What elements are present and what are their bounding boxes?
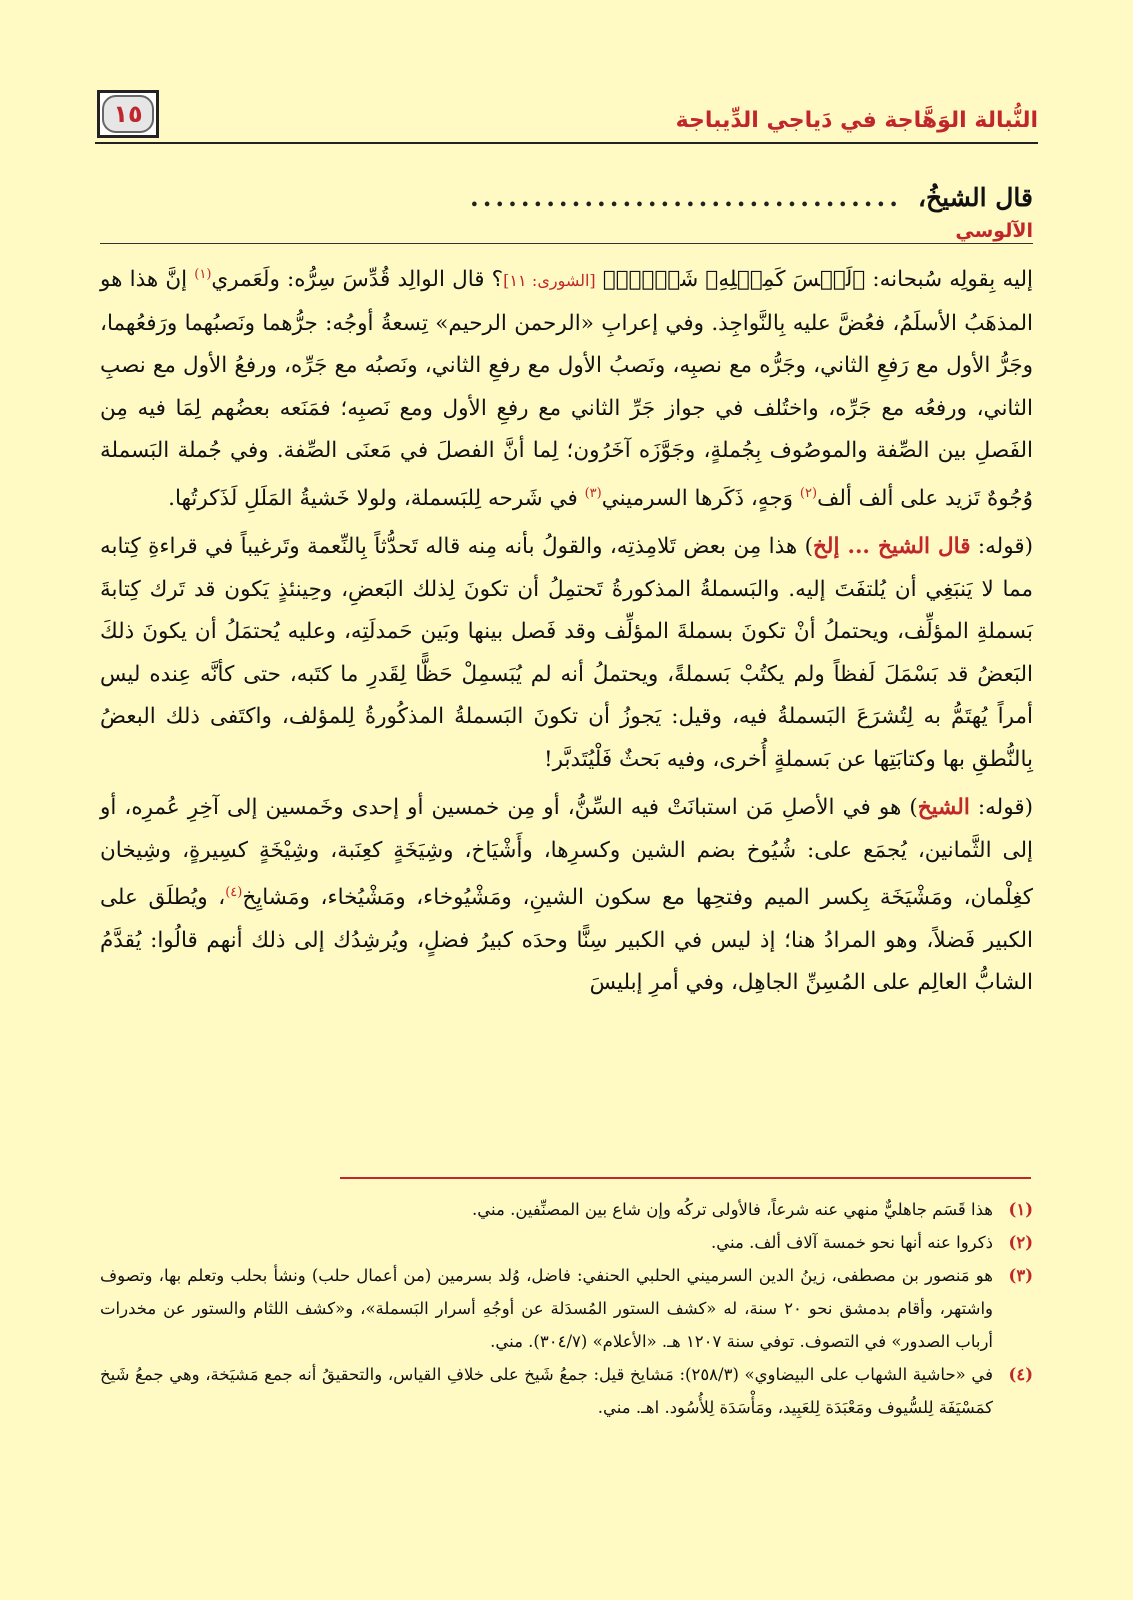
footnote-number: (٢): [1008, 1233, 1033, 1252]
footnote-text: في «حاشية الشهاب على البيضاوي» (٢٥٨/٣): مَشايخ قيل: جمعُ شَيخ على خلافِ القياس، والتحقيقُ أنه جمع مَشيَخة، وهي جمعُ شَيخ كمَسْيَفَة لِلسُّيوف ومَعْبَدَة لِلعَبِيد، ومَأْسَدَة لِلأُسُود. اهـ. مني.: [100, 1365, 993, 1417]
p2-text: ) هذا مِن بعض تَلامِذتِه، والقولُ بأنه مِنه قاله تَحدُّثاً بِالنِّعمة وتَرغيباً في قراءةِ كِتابه مما لا يَنبَغِي أن يُلتفَتَ إليه. والبَسملةُ المذكورةُ تَحتمِلُ أن تكونَ لِذلك البَعضِ، وحِينئذٍ يَكون قد تَرك كِتابةَ بَسملةِ المؤلِّف، ويحتملُ أنْ تكونَ بسملةَ المؤلِّف وقد فَصل بينها وبَين حَمدلَتِه، وعليه يُحتمَلُ أن يكونَ ذلكَ البَعضُ قد بَسْمَلَ لَفظاً ولم يكتُبْ بَسملةً، ويحتملُ أنه لم يُبَسمِلْ حَظًّا لِقَدرِ ما كتَبه، حتى كأنَّه عِنده ليس أمراً يُهتَمُّ به لِتُشرَعَ البَسملةُ فيه، وقيل: يَجوزُ أن تكونَ البَسملةُ المذكُورةُ لِلمؤلف، واكتَفى ذلك البعضُ بِالنُّطقِ بها وكتابَتِها عن بَسملةٍ أُخرى، وفيه بَحثٌ فَلْيُتَدبَّر!: [100, 534, 1033, 772]
p3-text-1: ) هو في الأصلِ مَن استبانَتْ فيه السِّنُّ، أو مِن خمسين أو إحدى وخَمسين إلى آخِرِ عُمرِه، أو إلى الثَّمانين، يُجمَع على: شُيُوخ بضم الشين وكسرِها، وأَشْيَاخ، وشِيَخَةٍ كعِنَبة، وشِيْخَةٍ كسِيرةٍ، وشِيخان كغِلْمان، ومَشْيَخَة بِكسر الميم وفتحِها مع سكون الشينِ، ومَشْيُوخاء، ومَشْيُخاء، ومَشايِخ: [100, 795, 1033, 911]
p1-part-d: وَجهٍ، ذَكَرها السرميني: [601, 485, 794, 511]
footnote-item: [100, 1226, 1033, 1259]
lemma-line: [100, 175, 1033, 219]
p1-part-e: في شَرحه لِلبَسملة، ولولا خَشيةُ المَلَلِ لَذَكرتُها.: [168, 485, 578, 511]
quran-reference: [الشورى: ١١]: [503, 271, 596, 291]
lemma-dots: ..................................: [470, 182, 902, 212]
footnote-number: (٣): [1008, 1266, 1033, 1285]
footnote-marker-3[interactable]: (٣): [584, 485, 602, 501]
footnote-text: ذكروا عنه أنها نحو خمسة آلاف ألف. مني.: [711, 1233, 993, 1252]
page-number-frame: [97, 90, 159, 138]
footnote-item: [100, 1358, 1033, 1424]
footnote-text: هذا قَسَم جاهليٌّ منهي عنه شرعاً، فالأولى تركُه وإن شاع بين المصنِّفين. مني.: [472, 1200, 993, 1219]
p1-part-c: إنَّ هذا هو المذهَبُ الأسلَمُ، فعُضَّ عليه بِالنَّواجِذ. وفي إعرابِ «الرحمن الرحيم» تِسعةُ أوجُه: جرُّهما ونَصبُهما ورَفعُهما، وجَرُّ الأول مع رَفعِ الثاني، وجَرُّه مع نصبِه، ونَصبُ الأول مع رفعِ الثاني، ونَصبُه مع جَرِّه، ورفعُ الأول مع نصبِ الثاني، ورفعُه مع جَرِّه، واختُلف في جواز جَرِّ الثاني مع رفعِ الأول ومع نَصبِه؛ فمَنَعه بعضُهم لِمَا فيه مِن الفَصلِ بين الصِّفة والموصُوف بِجُملةٍ، وجَوَّزَه آخَرُون؛ لِما أنَّ الفصلَ في مَعنَى الصِّفة. وفي جُملة البَسملة وُجُوهٌ تَزيد على ألف ألف: [100, 267, 1033, 511]
footnote-number: (٤): [1008, 1365, 1033, 1384]
footnote-marker-2[interactable]: (٢): [799, 485, 818, 501]
footnote-marker-4[interactable]: (٤): [225, 885, 243, 901]
footnotes: [100, 1193, 1033, 1424]
p2-lemma: قال الشيخ ... إلخ: [813, 534, 971, 560]
footnote-text: هو مَنصور بن مصطفى، زينُ الدين السرميني الحلبي الحنفي: فاضل، وُلد بسرمين (من أعمال حلب) ونشأ بحلب وتعلم بها، وتصوف واشتهر، وأقام بدمشق نحو ٢٠ سنة، له «كشف الستور المُسدَلة عن أوجُهِ أسرار البَسملة»، و«كشف اللثام والستور عن مخدرات أرباب الصدور» في التصوف. توفي سنة ١٢٠٧ هـ. «الأعلام» (٣٠٤/٧). مني.: [100, 1266, 993, 1351]
footnote-item: [100, 1259, 1033, 1358]
p1-part-b: ؟ قال الوالِد قُدِّسَ سِرُّه: ولَعَمري: [211, 267, 504, 293]
p3-open: (قوله:: [977, 795, 1033, 821]
header-divider: [95, 142, 1038, 144]
book-title: النُّبالة الوَهَّاجة في دَياجي الدِّيباجة: [675, 108, 1038, 133]
paragraph-1: [100, 254, 1033, 520]
footnote-marker-1[interactable]: (١): [194, 267, 212, 282]
paragraph-2: [100, 526, 1033, 781]
p1-part-a: إليه بِقولِه سُبحانه: ﴿لَيۡسَ كَمِثۡلِهِۦ شَيۡءٞۖ﴾: [602, 267, 1033, 293]
footnote-divider: [340, 1177, 1031, 1179]
paragraph-3: [100, 787, 1033, 1005]
page-header: [95, 90, 1038, 146]
main-text: [100, 175, 1033, 1005]
p2-open: (قوله:: [977, 534, 1033, 560]
page-number: ١٥: [102, 95, 154, 133]
footnote-item: [100, 1193, 1033, 1226]
p3-text-2: ، ويُطلَق على الكبير فَضلاً، وهو المرادُ هنا؛ إذ ليس في الكبير سِنًّا وحدَه كبيرُ فضلٍ، ويُرشِدُك إلى ذلك أنهم قالُوا: يُقدَّمُ الشابُّ العالِم على المُسِنِّ الجاهِل، وفي أمرِ إبليسَ: [100, 885, 1033, 996]
lemma-author: الآلوسي: [100, 219, 1033, 244]
p3-lemma: الشيخ: [917, 795, 970, 821]
lemma-text: قال الشيخُ،: [917, 182, 1033, 212]
footnote-number: (١): [1008, 1200, 1033, 1219]
